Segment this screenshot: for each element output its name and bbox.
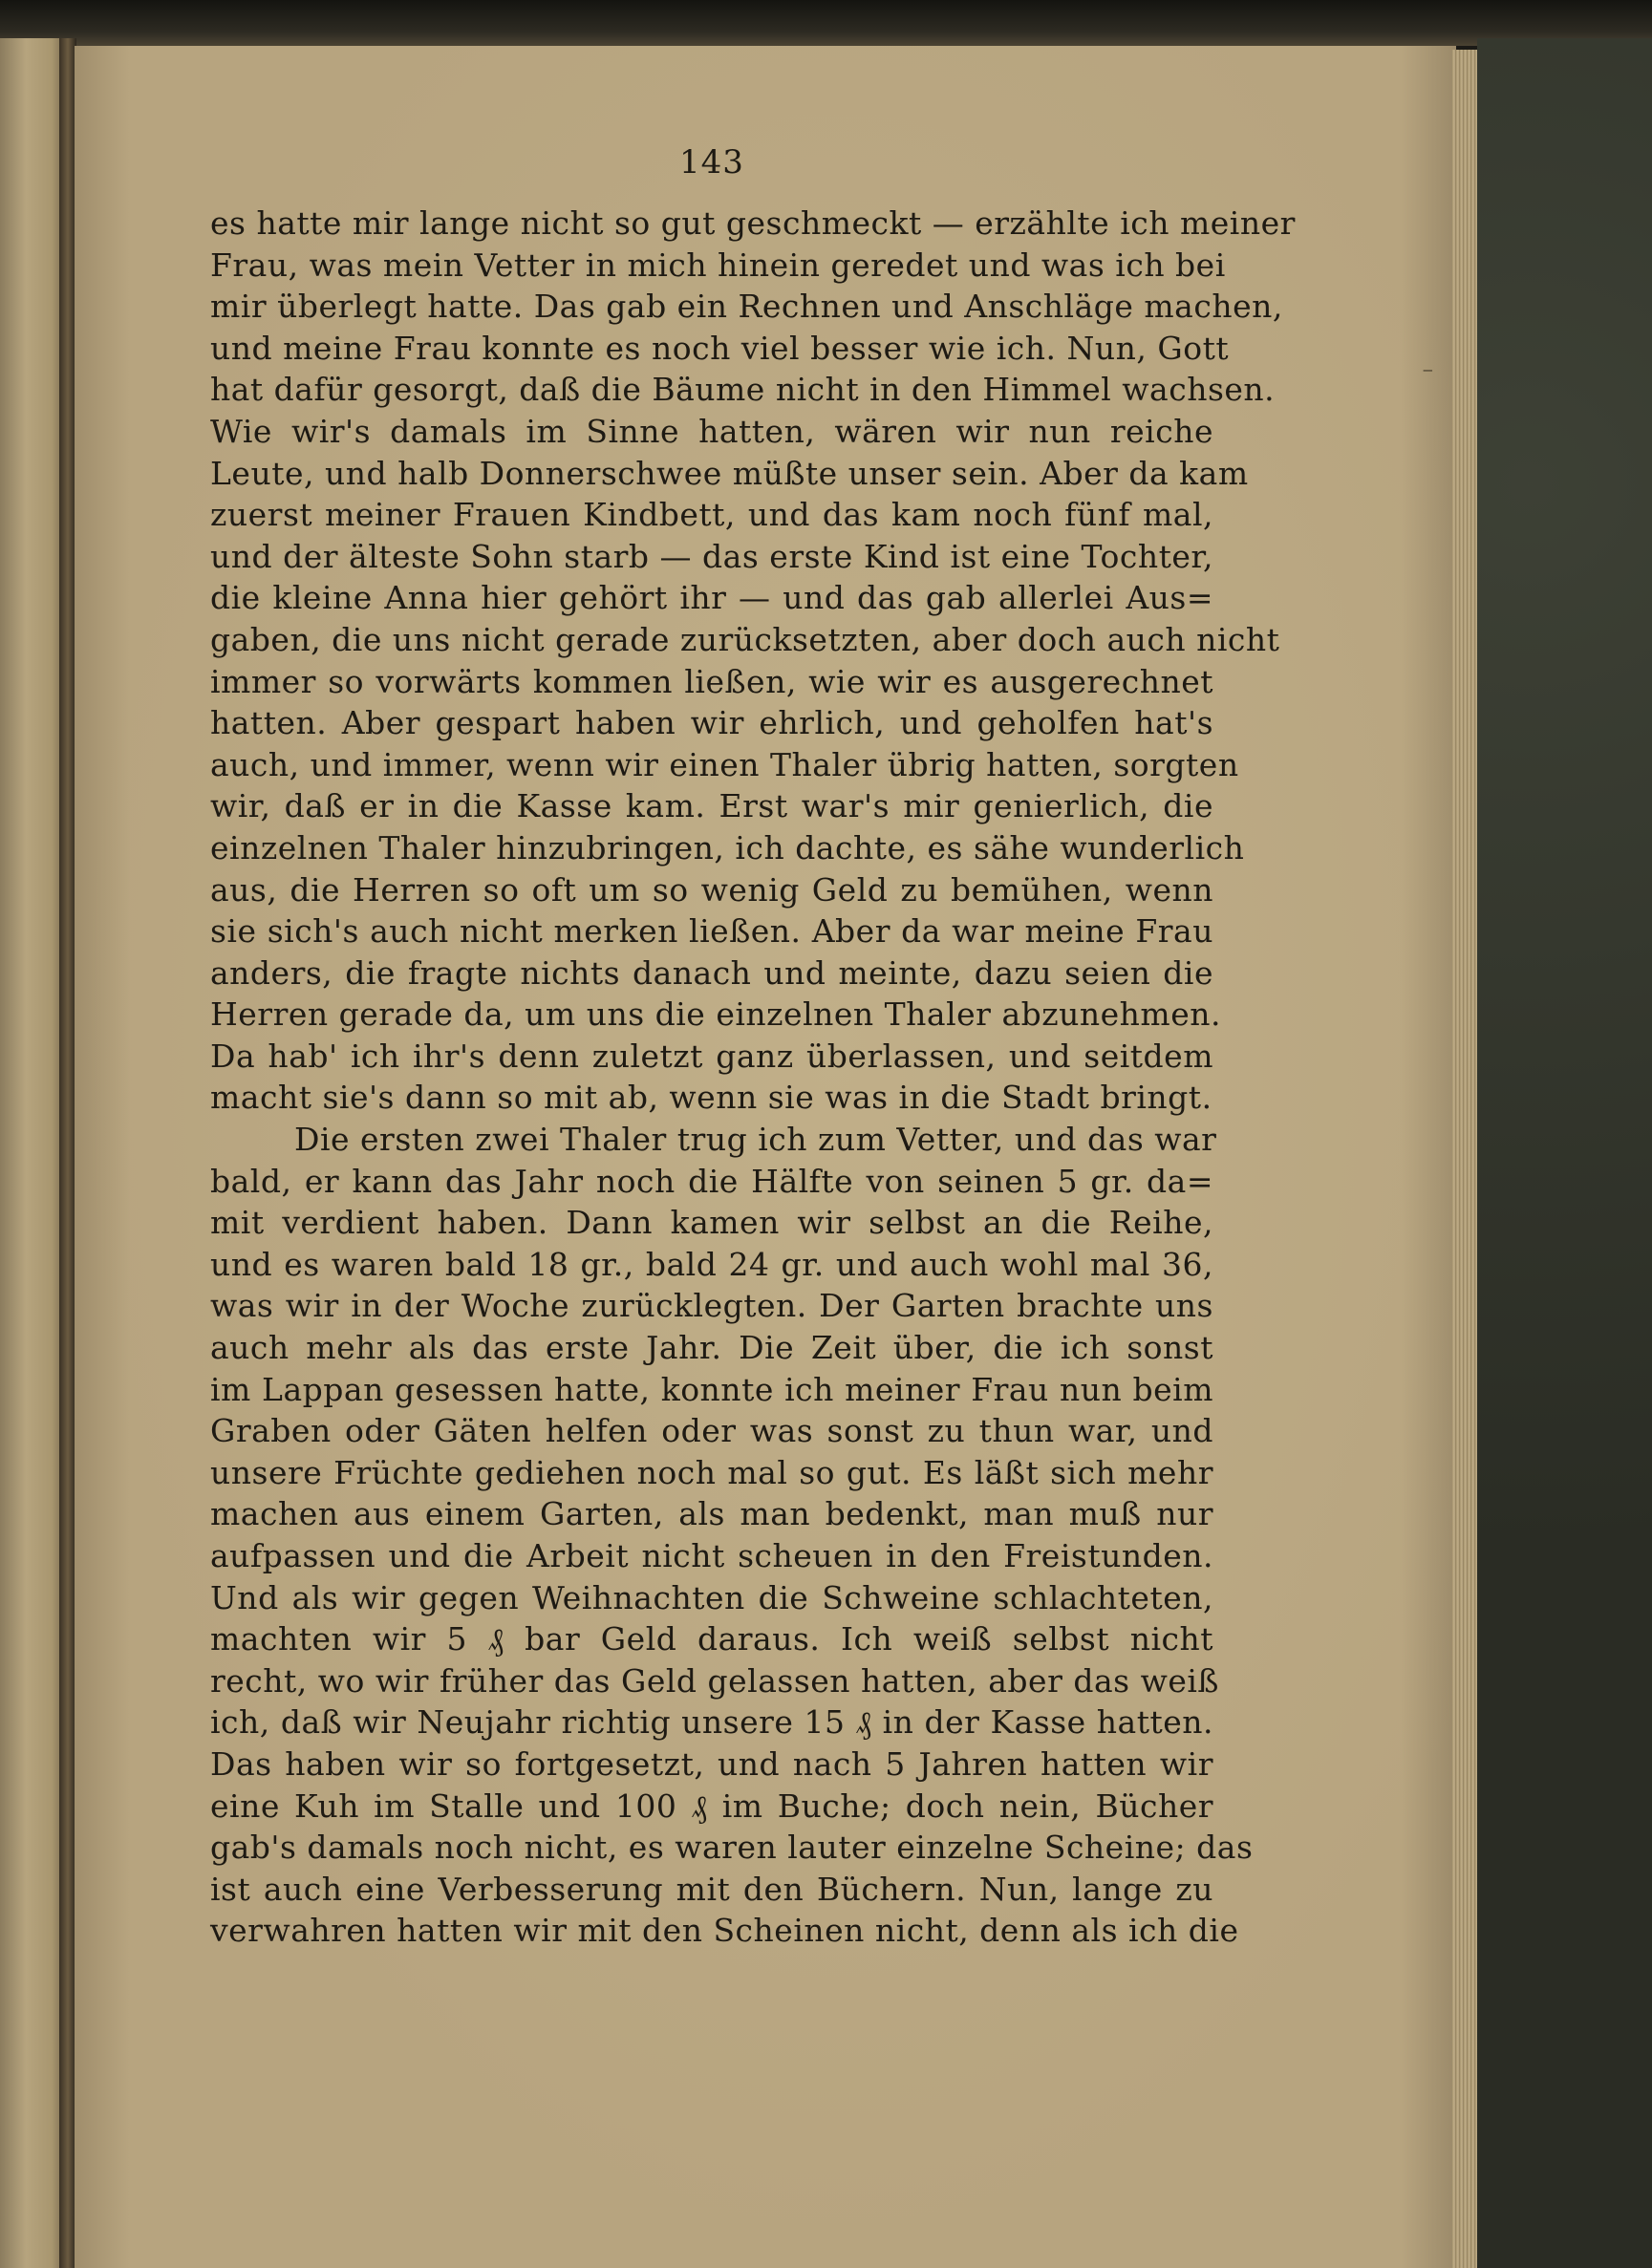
book-cover-board (1477, 38, 1652, 2268)
text-line: gaben, die uns nicht gerade zurücksetzten, aber doch auch nicht (210, 620, 1280, 658)
text-line: gab's damals noch nicht, es waren lauter einzelne Scheine; das (210, 1829, 1254, 1867)
text-line: ich, daß wir Neujahr richtig unsere 15 ₰ in der Kasse hatten. (210, 1703, 1213, 1742)
left-page-edge (0, 38, 65, 2268)
text-line: und der älteste Sohn starb — das erste Kind ist eine Tochter, (210, 537, 1213, 575)
text-line: unsere Früchte gediehen noch mal so gut. Es läßt sich mehr (210, 1453, 1213, 1491)
text-line: die kleine Anna hier gehört ihr — und das gab allerlei Aus= (210, 579, 1213, 617)
text-line: verwahren hatten wir mit den Scheinen nicht, denn als ich die (210, 1912, 1239, 1950)
text-line: Frau, was mein Vetter in mich hinein geredet und was ich bei (210, 246, 1226, 284)
text-line: wir, daß er in die Kasse kam. Erst war's mir genierlich, die (210, 787, 1213, 825)
text-line: Wie wir's damals im Sinne hatten, wären wir nun reiche (210, 412, 1213, 450)
text-line: Die ersten zwei Thaler trug ich zum Vetter, und das war (294, 1121, 1217, 1159)
text-line: Leute, und halb Donnerschwee müßte unser sein. Aber da kam (210, 454, 1249, 492)
text-line: macht sie's dann so mit ab, wenn sie was in die Stadt bringt. (210, 1079, 1212, 1117)
text-line: und meine Frau konnte es noch viel besser wie ich. Nun, Gott (210, 329, 1230, 367)
text-line: anders, die fragte nichts danach und meinte, dazu seien die (210, 953, 1213, 992)
text-line: auch, und immer, wenn wir einen Thaler übrig hatten, sorgten (210, 745, 1239, 783)
text-line: aus, die Herren so oft um so wenig Geld zu bemühen, wenn (210, 870, 1213, 909)
text-line: hat dafür gesorgt, daß die Bäume nicht in den Himmel wachsen. (210, 371, 1276, 409)
text-line: Herren gerade da, um uns die einzelnen Thaler abzunehmen. (210, 995, 1221, 1034)
body-text (210, 203, 1296, 1952)
text-line: mir überlegt hatte. Das gab ein Rechnen und Anschläge machen, (210, 288, 1283, 326)
text-line: ist auch eine Verbesserung mit den Büchern. Nun, lange zu (210, 1870, 1213, 1908)
text-line: Graben oder Gäten helfen oder was sonst zu thun war, und (210, 1412, 1213, 1450)
text-line: Und als wir gegen Weihnachten die Schweine schlachteten, (210, 1578, 1213, 1616)
scan-top-edge (0, 0, 1652, 46)
text-line: im Lappan gesessen hatte, konnte ich meiner Frau nun beim (210, 1370, 1213, 1408)
text-line: bald, er kann das Jahr noch die Hälfte von seinen 5 gr. da= (210, 1162, 1213, 1200)
text-line: eine Kuh im Stalle und 100 ₰ im Buche; doch nein, Bücher (210, 1787, 1213, 1825)
page-stack-edge (1452, 50, 1477, 2268)
text-line: recht, wo wir früher das Geld gelassen hatten, aber das weiß (210, 1661, 1219, 1700)
text-line: und es waren bald 18 gr., bald 24 gr. und auch wohl mal 36, (210, 1245, 1213, 1283)
page-text (210, 143, 1296, 1952)
text-line: hatten. Aber gespart haben wir ehrlich, und geholfen hat's (210, 704, 1213, 742)
text-line: Da hab' ich ihr's denn zuletzt ganz überlassen, und seitdem (210, 1037, 1213, 1075)
text-line: machen aus einem Garten, als man bedenkt, man muß nur (210, 1495, 1213, 1533)
text-line: immer so vorwärts kommen ließen, wie wir es ausgerechnet (210, 662, 1213, 700)
page-number: 143 (679, 143, 744, 182)
text-line: sie sich's auch nicht merken ließen. Aber da war meine Frau (210, 912, 1213, 951)
text-line: es hatte mir lange nicht so gut geschmeckt — erzählte ich meiner (210, 204, 1296, 242)
text-line: zuerst meiner Frauen Kindbett, und das kam noch fünf mal, (210, 496, 1213, 534)
margin-mark: ⁻ (1422, 361, 1434, 388)
text-line: machten wir 5 ₰ bar Geld daraus. Ich weiß selbst nicht (210, 1620, 1213, 1658)
text-line: was wir in der Woche zurücklegten. Der Garten brachte uns (210, 1287, 1213, 1325)
text-line: mit verdient haben. Dann kamen wir selbst an die Reihe, (210, 1204, 1213, 1242)
text-line: auch mehr als das erste Jahr. Die Zeit über, die ich sonst (210, 1329, 1213, 1367)
text-line: aufpassen und die Arbeit nicht scheuen in den Freistunden. (210, 1537, 1213, 1574)
text-line: Das haben wir so fortgesetzt, und nach 5 Jahren hatten wir (210, 1744, 1213, 1783)
text-line: einzelnen Thaler hinzubringen, ich dachte, es sähe wunderlich (210, 828, 1245, 867)
